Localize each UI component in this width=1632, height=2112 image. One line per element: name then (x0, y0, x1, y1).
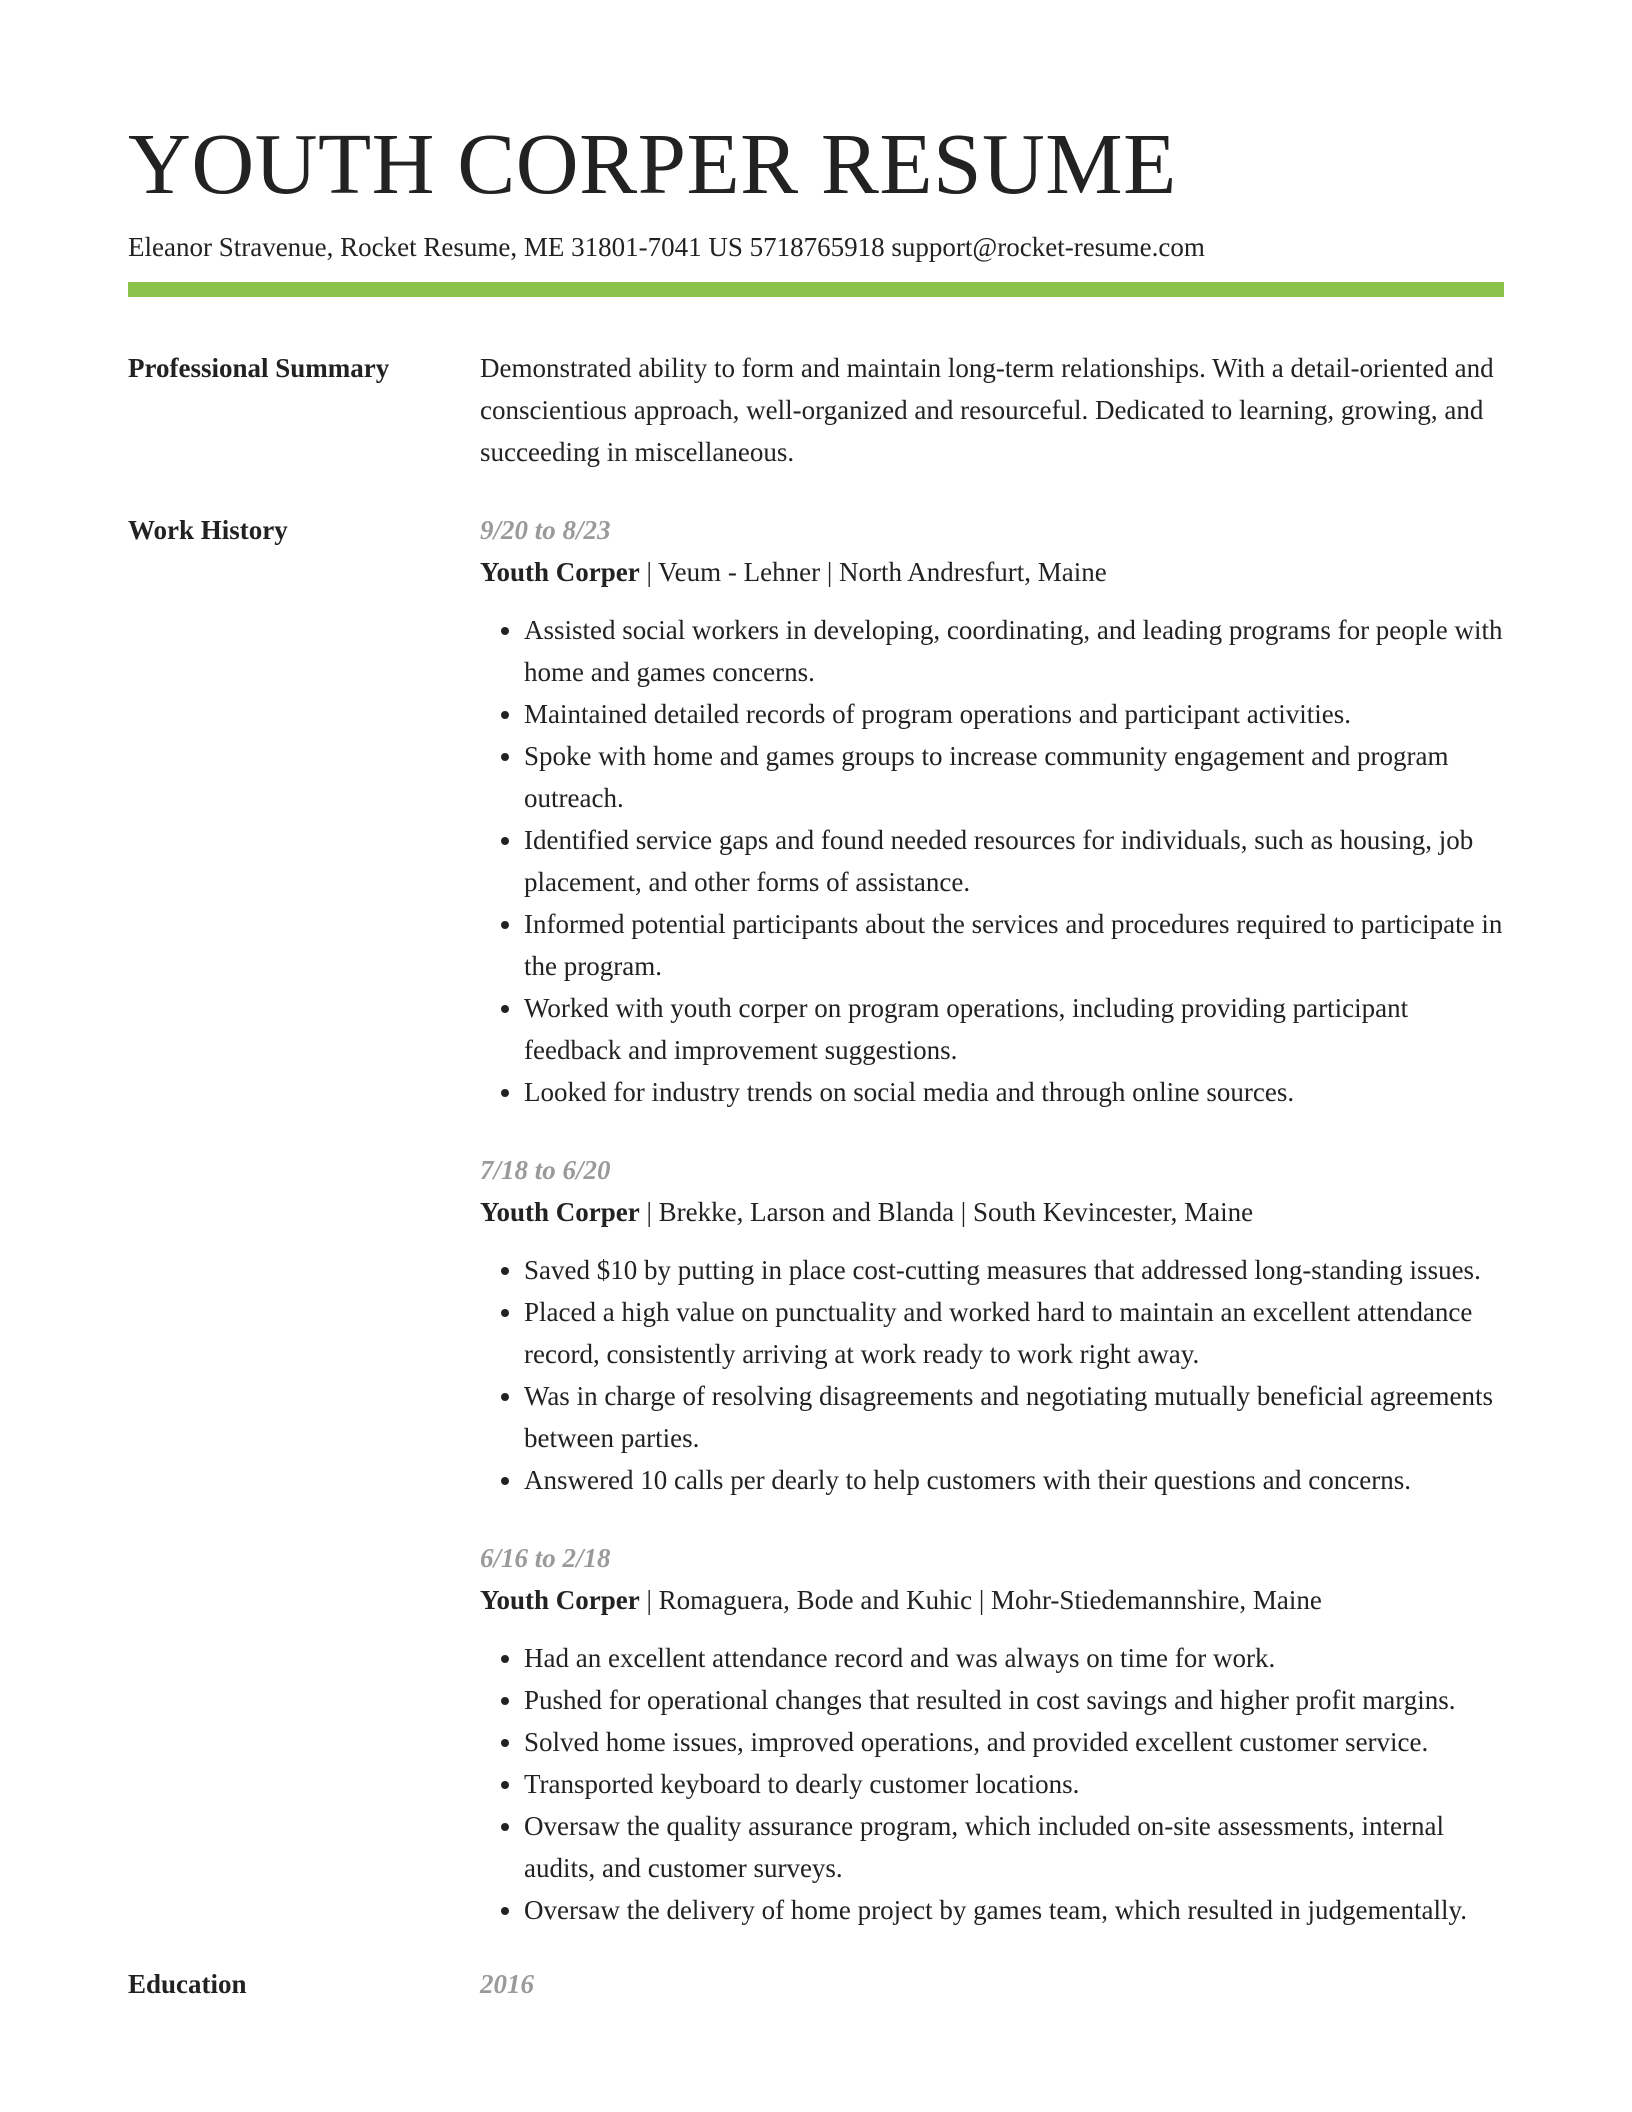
work-history-body (480, 509, 1504, 1931)
job-dates: 6/16 to 2/18 (480, 1543, 611, 1574)
education-body (480, 1963, 1504, 2005)
job-dates: 7/18 to 6/20 (480, 1155, 611, 1186)
job-role-line (480, 1579, 1504, 1621)
job-dates: 9/20 to 8/23 (480, 515, 611, 546)
job-bullet: • Assisted social workers in developing, coordinating, and leading programs for people with home and games concerns. (524, 609, 1504, 693)
job-bullet: • Maintained detailed records of program operations and participant activities. (524, 693, 1504, 735)
summary-text: Demonstrated ability to form and maintain long-term relationships. With a detail-oriented and conscientious approach, well-organized and resourceful. Dedicated to learning, growing, and succeeding in miscellaneous. (480, 353, 1494, 468)
contact-line: Eleanor Stravenue, Rocket Resume, ME 31801-7041 US 5718765918 support@rocket-resume.com (128, 232, 1205, 262)
resume-title: YOUTH CORPER RESUME (128, 115, 1177, 212)
job-title: Youth Corper (480, 557, 640, 588)
job-bullet: • Worked with youth corper on program operations, including providing participant feedback and improvement suggestions. (524, 987, 1504, 1071)
job-bullet: • Oversaw the quality assurance program, which included on-site assessments, internal audits, and customer surveys. (524, 1805, 1504, 1889)
section-heading-education: Education (128, 1969, 247, 2000)
job-bullet: • Solved home issues, improved operations, and provided excellent customer service. (524, 1721, 1504, 1763)
job-entry (480, 509, 1504, 1113)
job-bullet: • Oversaw the delivery of home project by games team, which resulted in judgementally. (524, 1889, 1504, 1931)
job-bullets (480, 1249, 1504, 1501)
job-entry (480, 1537, 1504, 1931)
job-bullet: • Had an excellent attendance record and was always on time for work. (524, 1637, 1504, 1679)
job-bullet: • Identified service gaps and found needed resources for individuals, such as housing, job placement, and other forms of assistance. (524, 819, 1504, 903)
job-details: | Veum - Lehner | North Andresfurt, Maine (639, 557, 1107, 588)
job-bullet: • Placed a high value on punctuality and worked hard to maintain an excellent attendance record, consistently arriving at work ready to work right away. (524, 1291, 1504, 1375)
work-history-section (128, 509, 1504, 1931)
job-bullet: • Was in charge of resolving disagreements and negotiating mutually beneficial agreements between parties. (524, 1375, 1504, 1459)
job-details: | Brekke, Larson and Blanda | South Kevincester, Maine (639, 1197, 1254, 1228)
job-bullet: • Looked for industry trends on social media and through online sources. (524, 1071, 1504, 1113)
education-section (128, 1963, 1504, 2005)
job-details: | Romaguera, Bode and Kuhic | Mohr-Stiedemannshire, Maine (639, 1585, 1322, 1616)
job-bullet: • Transported keyboard to dearly customer locations. (524, 1763, 1504, 1805)
job-bullet: • Informed potential participants about the services and procedures required to participate in the program. (524, 903, 1504, 987)
job-entry (480, 1149, 1504, 1501)
job-bullet: • Saved $10 by putting in place cost-cutting measures that addressed long-standing issues. (524, 1249, 1504, 1291)
job-role-line (480, 1191, 1504, 1233)
education-dates: 2016 (480, 1969, 534, 2000)
job-bullets (480, 1637, 1504, 1931)
job-bullet: • Pushed for operational changes that resulted in cost savings and higher profit margins. (524, 1679, 1504, 1721)
professional-summary-section (128, 347, 1504, 473)
section-heading-work: Work History (128, 515, 288, 546)
job-title: Youth Corper (480, 1585, 640, 1616)
section-heading-summary: Professional Summary (128, 353, 390, 384)
job-bullet: • Answered 10 calls per dearly to help customers with their questions and concerns. (524, 1459, 1504, 1501)
accent-divider (128, 282, 1504, 297)
resume-page (128, 115, 1504, 2005)
job-title: Youth Corper (480, 1197, 640, 1228)
job-bullets (480, 609, 1504, 1113)
job-bullet: • Spoke with home and games groups to increase community engagement and program outreach. (524, 735, 1504, 819)
job-role-line (480, 551, 1504, 593)
